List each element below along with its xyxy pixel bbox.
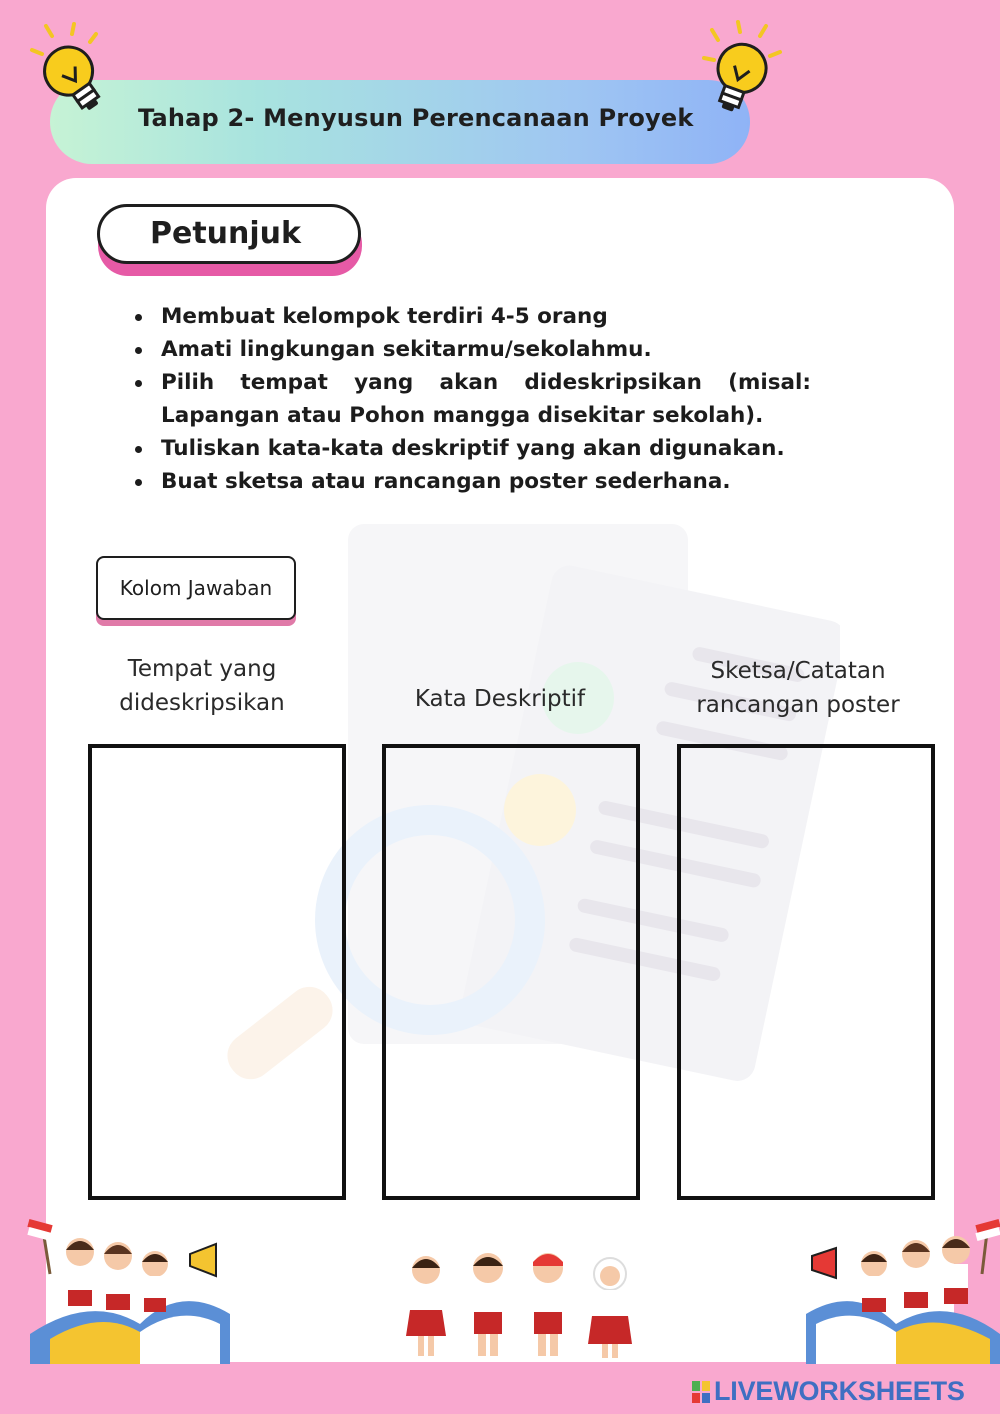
list-item: Tuliskan kata-kata deskriptif yang akan digunakan. [135,432,811,465]
instructions-list [135,300,811,498]
students-group-illustration [398,1248,648,1366]
answer-box-descriptive-words[interactable] [382,744,640,1200]
column-heading-descriptive-words: Kata Deskriptif [414,686,586,712]
lightbulb-icon [690,18,786,128]
page-title: Tahap 2- Menyusun Perencanaan Proyek [138,104,694,132]
lightbulb-icon [26,20,122,130]
brand-name: LIVEWORKSHEETS [714,1376,965,1406]
list-item: Pilih tempat yang akan dideskripsikan (misal: Lapangan atau Pohon mangga disekitar sekolah). [135,366,811,432]
answer-box-sketch[interactable] [677,744,935,1200]
column-heading-place: Tempat yang dideskripsikan [119,656,285,716]
students-book-illustration [20,1214,230,1364]
column-heading-sketch: Sketsa/Catatan rancangan poster [696,658,900,718]
liveworksheets-logo-icon [692,1381,710,1403]
answer-box-place[interactable] [88,744,346,1200]
list-item: Membuat kelompok terdiri 4-5 orang [135,300,811,333]
answer-section-label: Kolom Jawaban [119,576,273,600]
instructions-label: Petunjuk [150,216,301,251]
list-item: Amati lingkungan sekitarmu/sekolahmu. [135,333,811,366]
liveworksheets-brand [692,1376,992,1407]
list-item: Buat sketsa atau rancangan poster sederhana. [135,465,811,498]
students-book-illustration [806,1214,1000,1364]
